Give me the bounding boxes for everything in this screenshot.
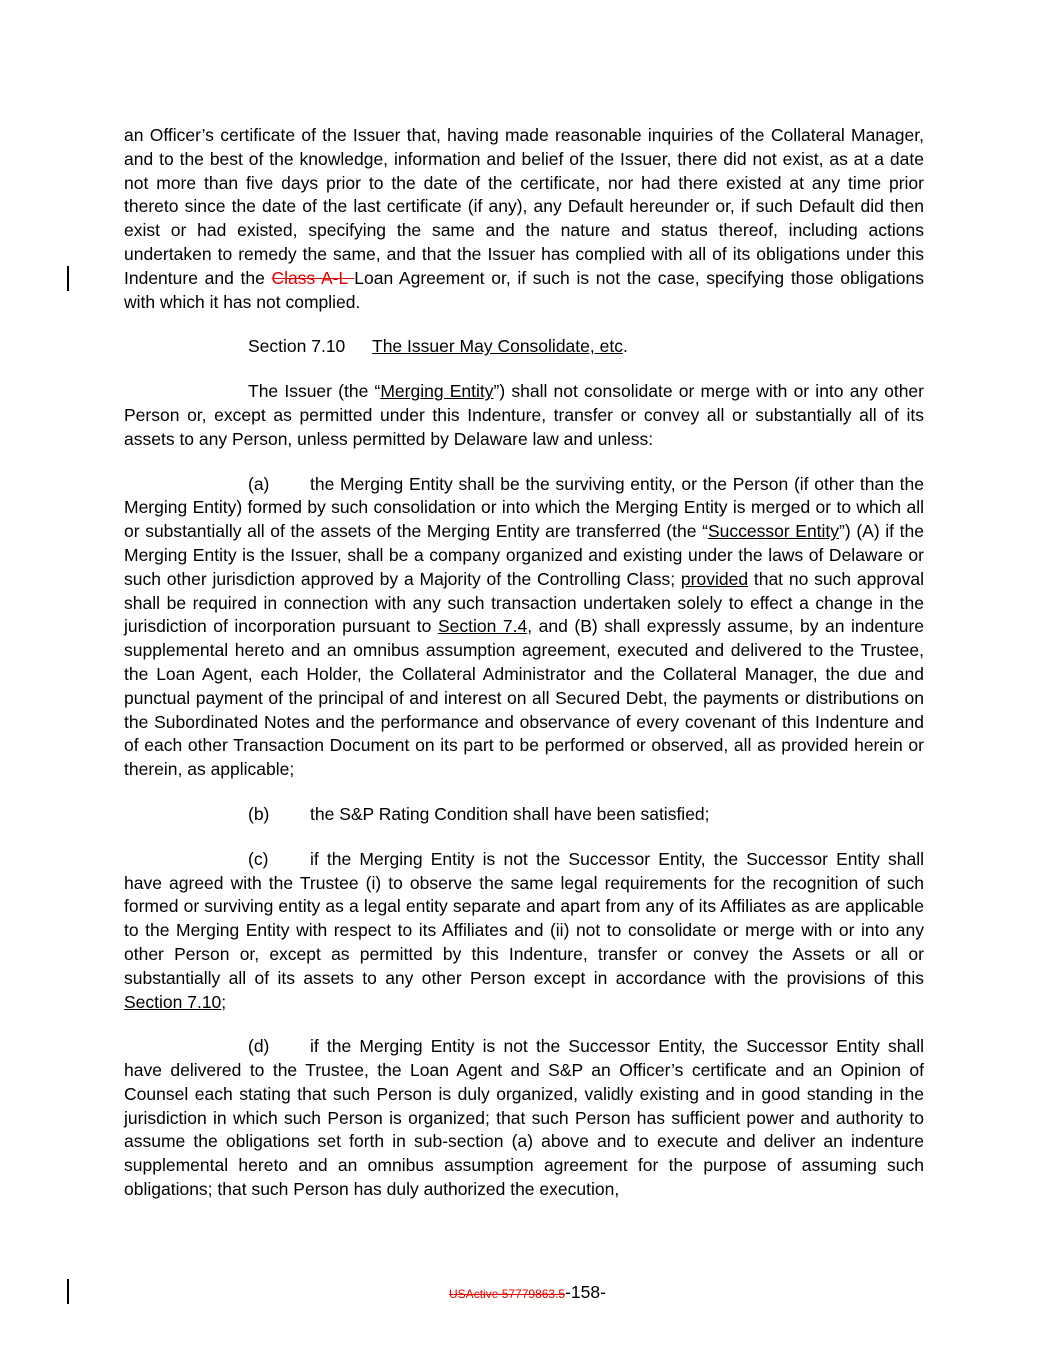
clause-b — [124, 803, 924, 827]
section-reference: Section 7.10 — [124, 991, 222, 1012]
paragraph-text: the Merging Entity shall be the surviving entity, or the Person (if other than the Merging Entity) formed by such consolidation or into which the Merging Entity is merged or to which all or substantially all of the assets of the Merging Entity are transferred (the “ — [124, 473, 924, 542]
certificate-paragraph — [124, 124, 924, 314]
defined-term: Merging Entity — [380, 381, 494, 402]
paragraph-text: ; — [221, 991, 227, 1012]
paragraph-text: if the Merging Entity is not the Successor Entity, the Successor Entity shall have agreed with the Trustee (i) to observe the same legal requirements for the recognition of such formed or surviving entity as a legal entity separate and apart from any of its Affiliates as are applicable to the Merging Entity with respect to its Affiliates and (ii) not to consolidate or merge with or into any other Person or, except as permitted by this Indenture, transfer or convey the Assets or all or substantially all of its assets to any other Person except in accordance with the provisions of this — [124, 848, 924, 988]
paragraph-text: the S&P Rating Condition shall have been satisfied; — [310, 803, 710, 824]
clause-label: (c) — [248, 848, 269, 869]
paragraph-text: that no such approval shall be required in connection with any such transaction undertaken solely to effect a change in the jurisdiction of incorporation pursuant to — [124, 568, 924, 637]
paragraph-text: ”) (A) if the Merging Entity is the Issuer, shall be a company organized and existing under the laws of Delaware or such other jurisdiction approved by a Majority of the Controlling Class; — [124, 521, 925, 589]
paragraph-text: Loan Agreement or, if such is not the case, specifying those obligations with which it has not complied. — [124, 267, 924, 312]
paragraph-text: ”) shall not consolidate or merge with or into any other Person or, except as permitted under this Indenture, transfer or convey all or substantially all of its assets to any Person, unless permitted by Delaware law and unless: — [124, 381, 924, 449]
clause-label: (a) — [248, 473, 270, 494]
section-title-punctuation: . — [622, 336, 628, 357]
page-footer — [0, 1281, 1055, 1305]
clause-label: (b) — [248, 803, 270, 824]
section-number: Section 7.10 — [248, 336, 346, 357]
proviso-term: provided — [680, 568, 749, 589]
section-reference: Section 7.4 — [437, 616, 528, 637]
defined-term: Successor Entity — [707, 521, 840, 542]
section-title: The Issuer May Consolidate, etc — [372, 336, 623, 357]
page-number: -158- — [565, 1282, 606, 1302]
intro-paragraph — [124, 380, 924, 451]
deleted-text: Class A-L — [271, 267, 355, 288]
document-page — [124, 124, 924, 1202]
clause-d — [124, 1035, 924, 1202]
change-bar — [67, 266, 69, 291]
paragraph-text: , and (B) shall expressly assume, by an indenture supplemental hereto and an omnibus assumption agreement, executed and delivered to the Trustee, the Loan Agent, each Holder, the Collateral Administrator and the Collateral Manager, the due and punctual payment of the principal of and interest on all Secured Debt, the payments or distributions on the Subordinated Notes and the performance and observance of every covenant of this Indenture and of each other Transaction Document on its part to be performed or observed, all as provided herein or therein, as applicable; — [124, 616, 925, 780]
paragraph-text: if the Merging Entity is not the Successor Entity, the Successor Entity shall have delivered to the Trustee, the Loan Agent and S&P an Officer’s certificate and an Opinion of Counsel each stating that such Person is duly organized, validly existing and in good standing in the jurisdiction in which such Person is organized; that such Person has sufficient power and authority to assume the obligations set forth in sub-section (a) above and to execute and deliver an indenture supplemental hereto and an omnibus assumption agreement for the purpose of assuming such obligations; that such Person has duly authorized the execution, — [124, 1036, 924, 1200]
clause-c — [124, 848, 924, 1015]
paragraph-text: The Issuer (the “ — [248, 381, 381, 402]
paragraph-text: an Officer’s certificate of the Issuer that, having made reasonable inquiries of the Collateral Manager, and to the best of the knowledge, information and belief of the Issuer, there did not exist, as at a date not more than five days prior to the date of the certificate, nor had there existed at any time prior thereto since the date of the last certificate (if any), any Default hereunder or, if such Default did then exist or had existed, specifying the same and the nature and status thereof, including actions undertaken to remedy the same, and that the Issuer has complied with all of its obligations under this Indenture and the — [124, 125, 924, 288]
clause-label: (d) — [248, 1036, 270, 1057]
document-id: USActive 57779863.5 — [449, 1287, 566, 1301]
clause-a — [124, 473, 924, 782]
section-heading — [124, 335, 924, 359]
